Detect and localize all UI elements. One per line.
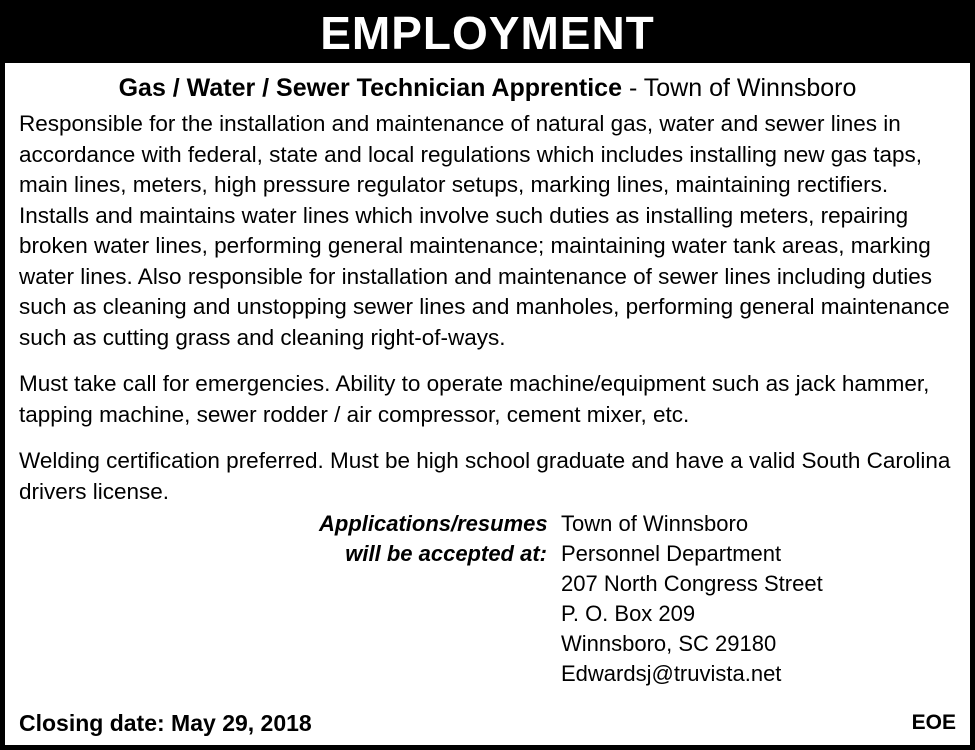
address-line: Town of Winnsboro [561,511,749,536]
employment-banner [5,5,970,63]
contact-block [319,509,823,689]
employer-name: Town of Winnsboro [643,74,857,102]
job-description-paragraph-3: Welding certification preferred. Must be high school graduate and have a valid South Carolina drivers license. [19,448,951,504]
headline-separator: - [628,74,638,102]
job-headline [19,73,956,103]
eoe-notice: EOE [911,711,956,734]
apply-instructions-line-1: Applications/resumes [319,511,548,536]
closing-date: Closing date: May 29, 2018 [19,710,312,736]
job-description-paragraph-1: Responsible for the installation and maintenance of natural gas, water and sewer lines in accordance with federal, state and local regulations which includes installing new gas taps, main lines, meters, high pressure regulator setups, marking lines, maintaining rectifiers. Installs and maintains water lines which involve such duties as installing meters, repairing broken water lines, performing general maintenance; maintaining water tank areas, marking water lines. Also responsible for installation and maintenance of sewer lines including duties such as cleaning and unstopping sewer lines and manholes, performing general maintenance such as cutting grass and cleaning right-of-ways. [19,111,950,350]
address-line: Winnsboro, SC 29180 [561,631,777,656]
ad-body [5,63,970,686]
apply-instructions [319,509,547,689]
job-description-paragraph-2: Must take call for emergencies. Ability to operate machine/equipment such as jack hammer, tapping machine, sewer rodder / air compressor, cement mixer, etc. [19,371,930,427]
address-line: 207 North Congress Street [561,571,823,596]
address-line: P. O. Box 209 [561,601,696,626]
address-line: Personnel Department [561,541,782,566]
contact-email: Edwardsj@truvista.net [561,661,782,686]
ad-footer [19,709,956,737]
employer-address [561,509,823,689]
job-title: Gas / Water / Sewer Technician Apprentice [118,74,622,102]
apply-instructions-line-2: will be accepted at: [345,541,547,566]
banner-title: EMPLOYMENT [320,7,655,59]
